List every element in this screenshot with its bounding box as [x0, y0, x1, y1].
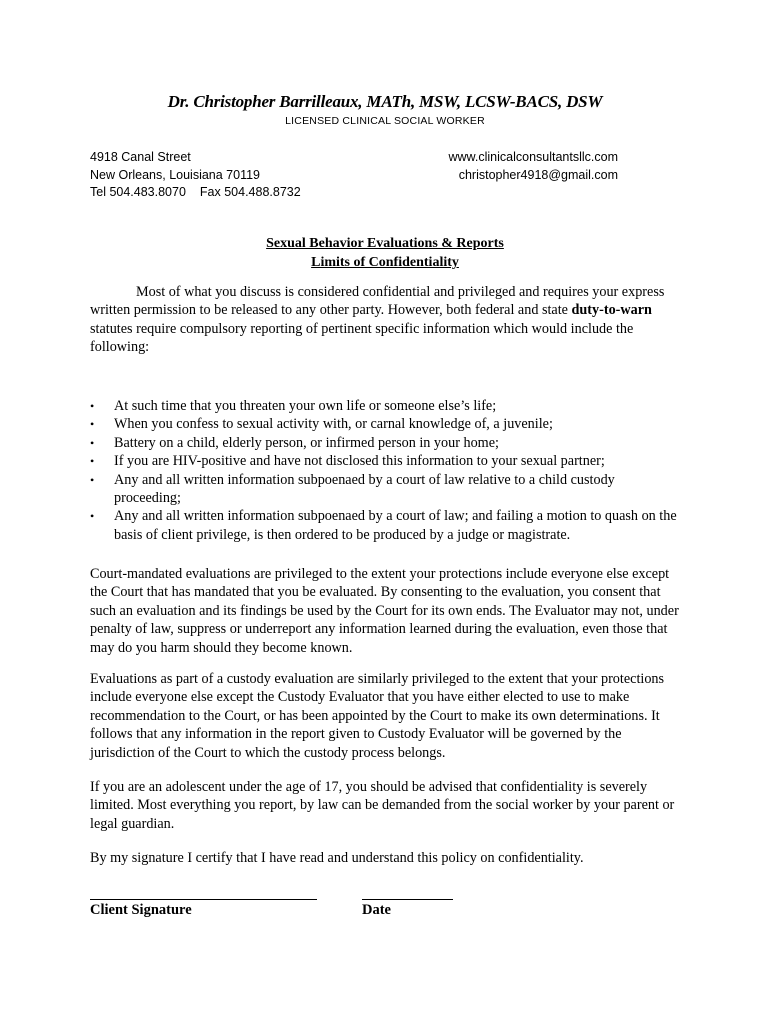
telephone: Tel 504.483.8070	[90, 185, 186, 199]
bullet-icon: •	[90, 454, 95, 469]
list-item	[90, 507, 680, 544]
client-signature-label: Client Signature	[90, 902, 192, 918]
list-item-text: When you confess to sexual activity with, or carnal knowledge of, a juvenile;	[114, 416, 553, 433]
intro-paragraph	[90, 283, 680, 357]
address-street: 4918 Canal Street	[90, 150, 191, 164]
intro-text-2: statutes require compulsory reporting of pertinent specific information which would include the following:	[90, 320, 634, 356]
bullet-icon: •	[90, 417, 95, 432]
intro-text-1: Most of what you discuss is considered confidential and privileged and requires your express written permission to be released to any other party. However, both federal and state	[90, 284, 665, 319]
custody-evaluation-paragraph: Evaluations as part of a custody evaluation are similarly privileged to the extent that your protections include everyone else except the Custody Evaluator that you have either elected to use to make recommendation to the Court, or has been appointed by the Court to make its own determinations. It follows that any information in the report given to Custody Evaluator will be governed by the jurisdiction of the Court to which the custody process belongs.	[90, 671, 665, 761]
document-title: Sexual Behavior Evaluations & Reports	[266, 236, 504, 251]
list-item	[90, 471, 680, 508]
intro-bold-term: duty-to-warn	[571, 302, 652, 319]
bullet-icon: •	[90, 435, 95, 450]
list-item	[90, 415, 680, 433]
email: christopher4918@gmail.com	[458, 167, 618, 182]
address-city: New Orleans, Louisiana 70119	[90, 167, 261, 182]
certification-statement: By my signature I certify that I have read and understand this policy on confidentiality.	[90, 850, 584, 866]
practitioner-name: Dr. Christopher Barrilleaux, MATh, MSW, LCSW-BACS, DSW	[167, 92, 603, 111]
bullet-icon: •	[90, 399, 95, 413]
address-block	[90, 149, 301, 202]
fax: Fax 504.488.8732	[199, 185, 301, 199]
bullet-icon: •	[90, 472, 95, 487]
list-item	[90, 397, 680, 415]
date-label: Date	[362, 902, 391, 918]
contact-block	[448, 149, 618, 184]
phone-fax-line	[90, 184, 301, 202]
client-signature-line[interactable]	[90, 899, 317, 900]
list-item-text: If you are HIV-positive and have not disclosed this information to your sexual partner;	[114, 453, 605, 470]
list-item-text: At such time that you threaten your own life or someone else’s life;	[114, 398, 497, 414]
practitioner-credential: LICENSED CLINICAL SOCIAL WORKER	[285, 115, 485, 127]
website: www.clinicalconsultantsllc.com	[448, 150, 618, 164]
list-item	[90, 452, 680, 470]
list-item-text: Any and all written information subpoenaed by a court of law; and failing a motion to quash on the basis of client privilege, is then ordered to be produced by a judge or magistrate.	[114, 508, 677, 543]
bullet-icon: •	[90, 509, 95, 524]
date-line[interactable]	[362, 899, 453, 900]
list-item	[90, 434, 680, 452]
document-subtitle: Limits of Confidentiality	[311, 255, 459, 270]
court-mandated-paragraph: Court-mandated evaluations are privileged to the extent your protections include everyone else except the Court that has mandated that you be evaluated. By consenting to the evaluation, you consent that such an evaluation and its findings be used by the Court for its own ends. The Evaluator may not, under penalty of law, suppress or underreport any information learned during the evaluation, even those that may do you harm should they become known.	[90, 566, 679, 656]
list-item-text: Battery on a child, elderly person, or infirmed person in your home;	[114, 434, 499, 451]
list-item-text: Any and all written information subpoenaed by a court of law relative to a child custody proceeding;	[114, 471, 615, 507]
reporting-conditions-list	[90, 397, 680, 544]
adolescent-paragraph: If you are an adolescent under the age of 17, you should be advised that confidentiality is severely limited. Most everything you report, by law can be demanded from the social worker by your parent or legal guardian.	[90, 779, 675, 832]
